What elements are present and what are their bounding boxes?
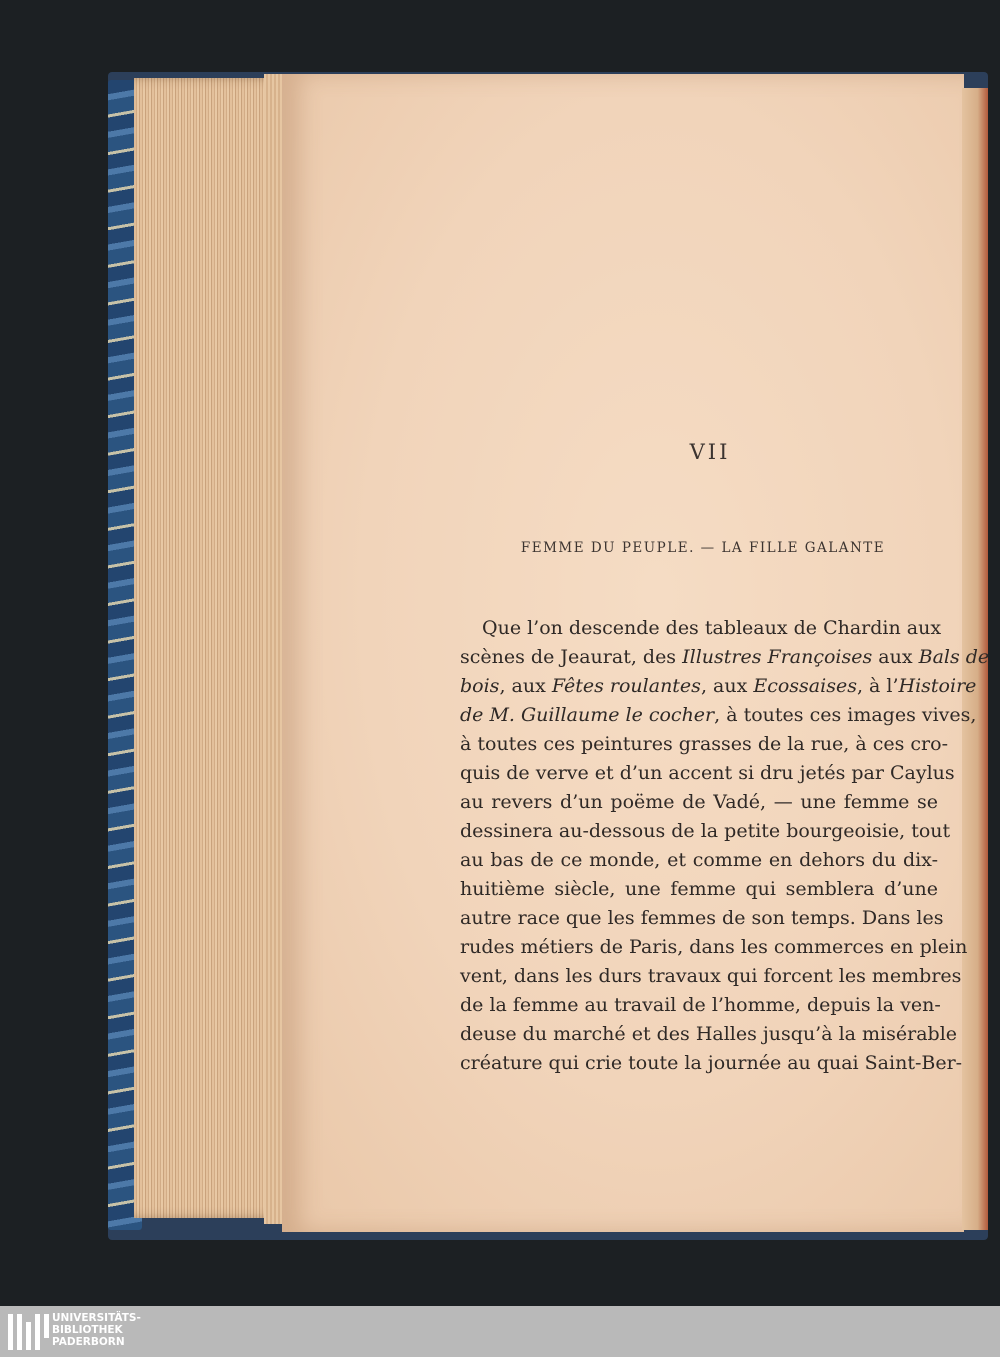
text-line (460, 730, 948, 759)
body-paragraph (460, 614, 990, 1078)
text-run: deuse du marché et des Halles jusqu’à la misérable (460, 1023, 958, 1045)
text-line (460, 875, 938, 904)
text-line (460, 1049, 963, 1078)
text-run: de la femme au travail de l’homme, depuis la ven- (460, 994, 941, 1016)
logo-line: PADERBORN (52, 1336, 125, 1348)
text-run: , aux (499, 675, 552, 697)
italic-title-text: Histoire (898, 675, 977, 697)
logo-line: UNIVERSITÄTS- (52, 1312, 141, 1324)
text-run: , à toutes ces images vives, (714, 704, 977, 726)
text-line (460, 759, 955, 788)
text-line (460, 933, 968, 962)
library-logo-text (52, 1312, 141, 1348)
text-run: aux (872, 646, 919, 668)
text-line (460, 817, 951, 846)
chapter-title: FEMME DU PEUPLE. — LA FILLE GALANTE (520, 540, 886, 556)
library-footer-bar (0, 1306, 1000, 1357)
text-run: , aux (700, 675, 754, 697)
text-run: vent, dans les durs travaux qui forcent les membres (460, 965, 962, 987)
italic-title-text: bois (460, 675, 500, 697)
italic-title-text: de M. Guillaume le cocher (460, 704, 715, 726)
italic-title-text: Illustres Françoises (682, 646, 873, 668)
text-line (460, 846, 938, 875)
library-logo-icon (8, 1314, 49, 1350)
logo-line: BIBLIOTHEK (52, 1324, 123, 1336)
text-run: créature qui crie toute la journée au quai Saint-Ber- (460, 1052, 963, 1074)
text-run: , à l’ (856, 675, 899, 697)
text-line (460, 614, 942, 643)
text-run: quis de verve et d’un accent si dru jetés par Caylus (460, 762, 955, 784)
text-line (460, 672, 977, 701)
text-line (460, 1020, 958, 1049)
italic-title-text: Ecossaises (753, 675, 857, 697)
text-run: Que l’on descende des tableaux de Chardin aux (482, 617, 942, 639)
text-run: dessinera au-dessous de la petite bourgeoisie, tout (460, 820, 951, 842)
text-line (460, 991, 941, 1020)
text-run: à toutes ces peintures grasses de la rue, à ces cro- (460, 733, 948, 755)
text-line (460, 788, 938, 817)
text-run: huitième siècle, une femme qui semblera d’une (460, 878, 938, 900)
text-line (460, 904, 944, 933)
italic-title-text: Bals de (918, 646, 990, 668)
text-run: autre race que les femmes de son temps. Dans les (460, 907, 944, 929)
text-run: rudes métiers de Paris, dans les commerces en plein (460, 936, 968, 958)
text-line (460, 962, 962, 991)
text-run: au revers d’un poëme de Vadé, — une femme se (460, 791, 938, 813)
text-run: scènes de Jeaurat, des (460, 646, 683, 668)
text-line (460, 701, 977, 730)
text-line (460, 643, 990, 672)
text-run: au bas de ce monde, et comme en dehors du dix- (460, 849, 938, 871)
chapter-number: VII (689, 440, 731, 464)
italic-title-text: Fêtes roulantes (551, 675, 701, 697)
